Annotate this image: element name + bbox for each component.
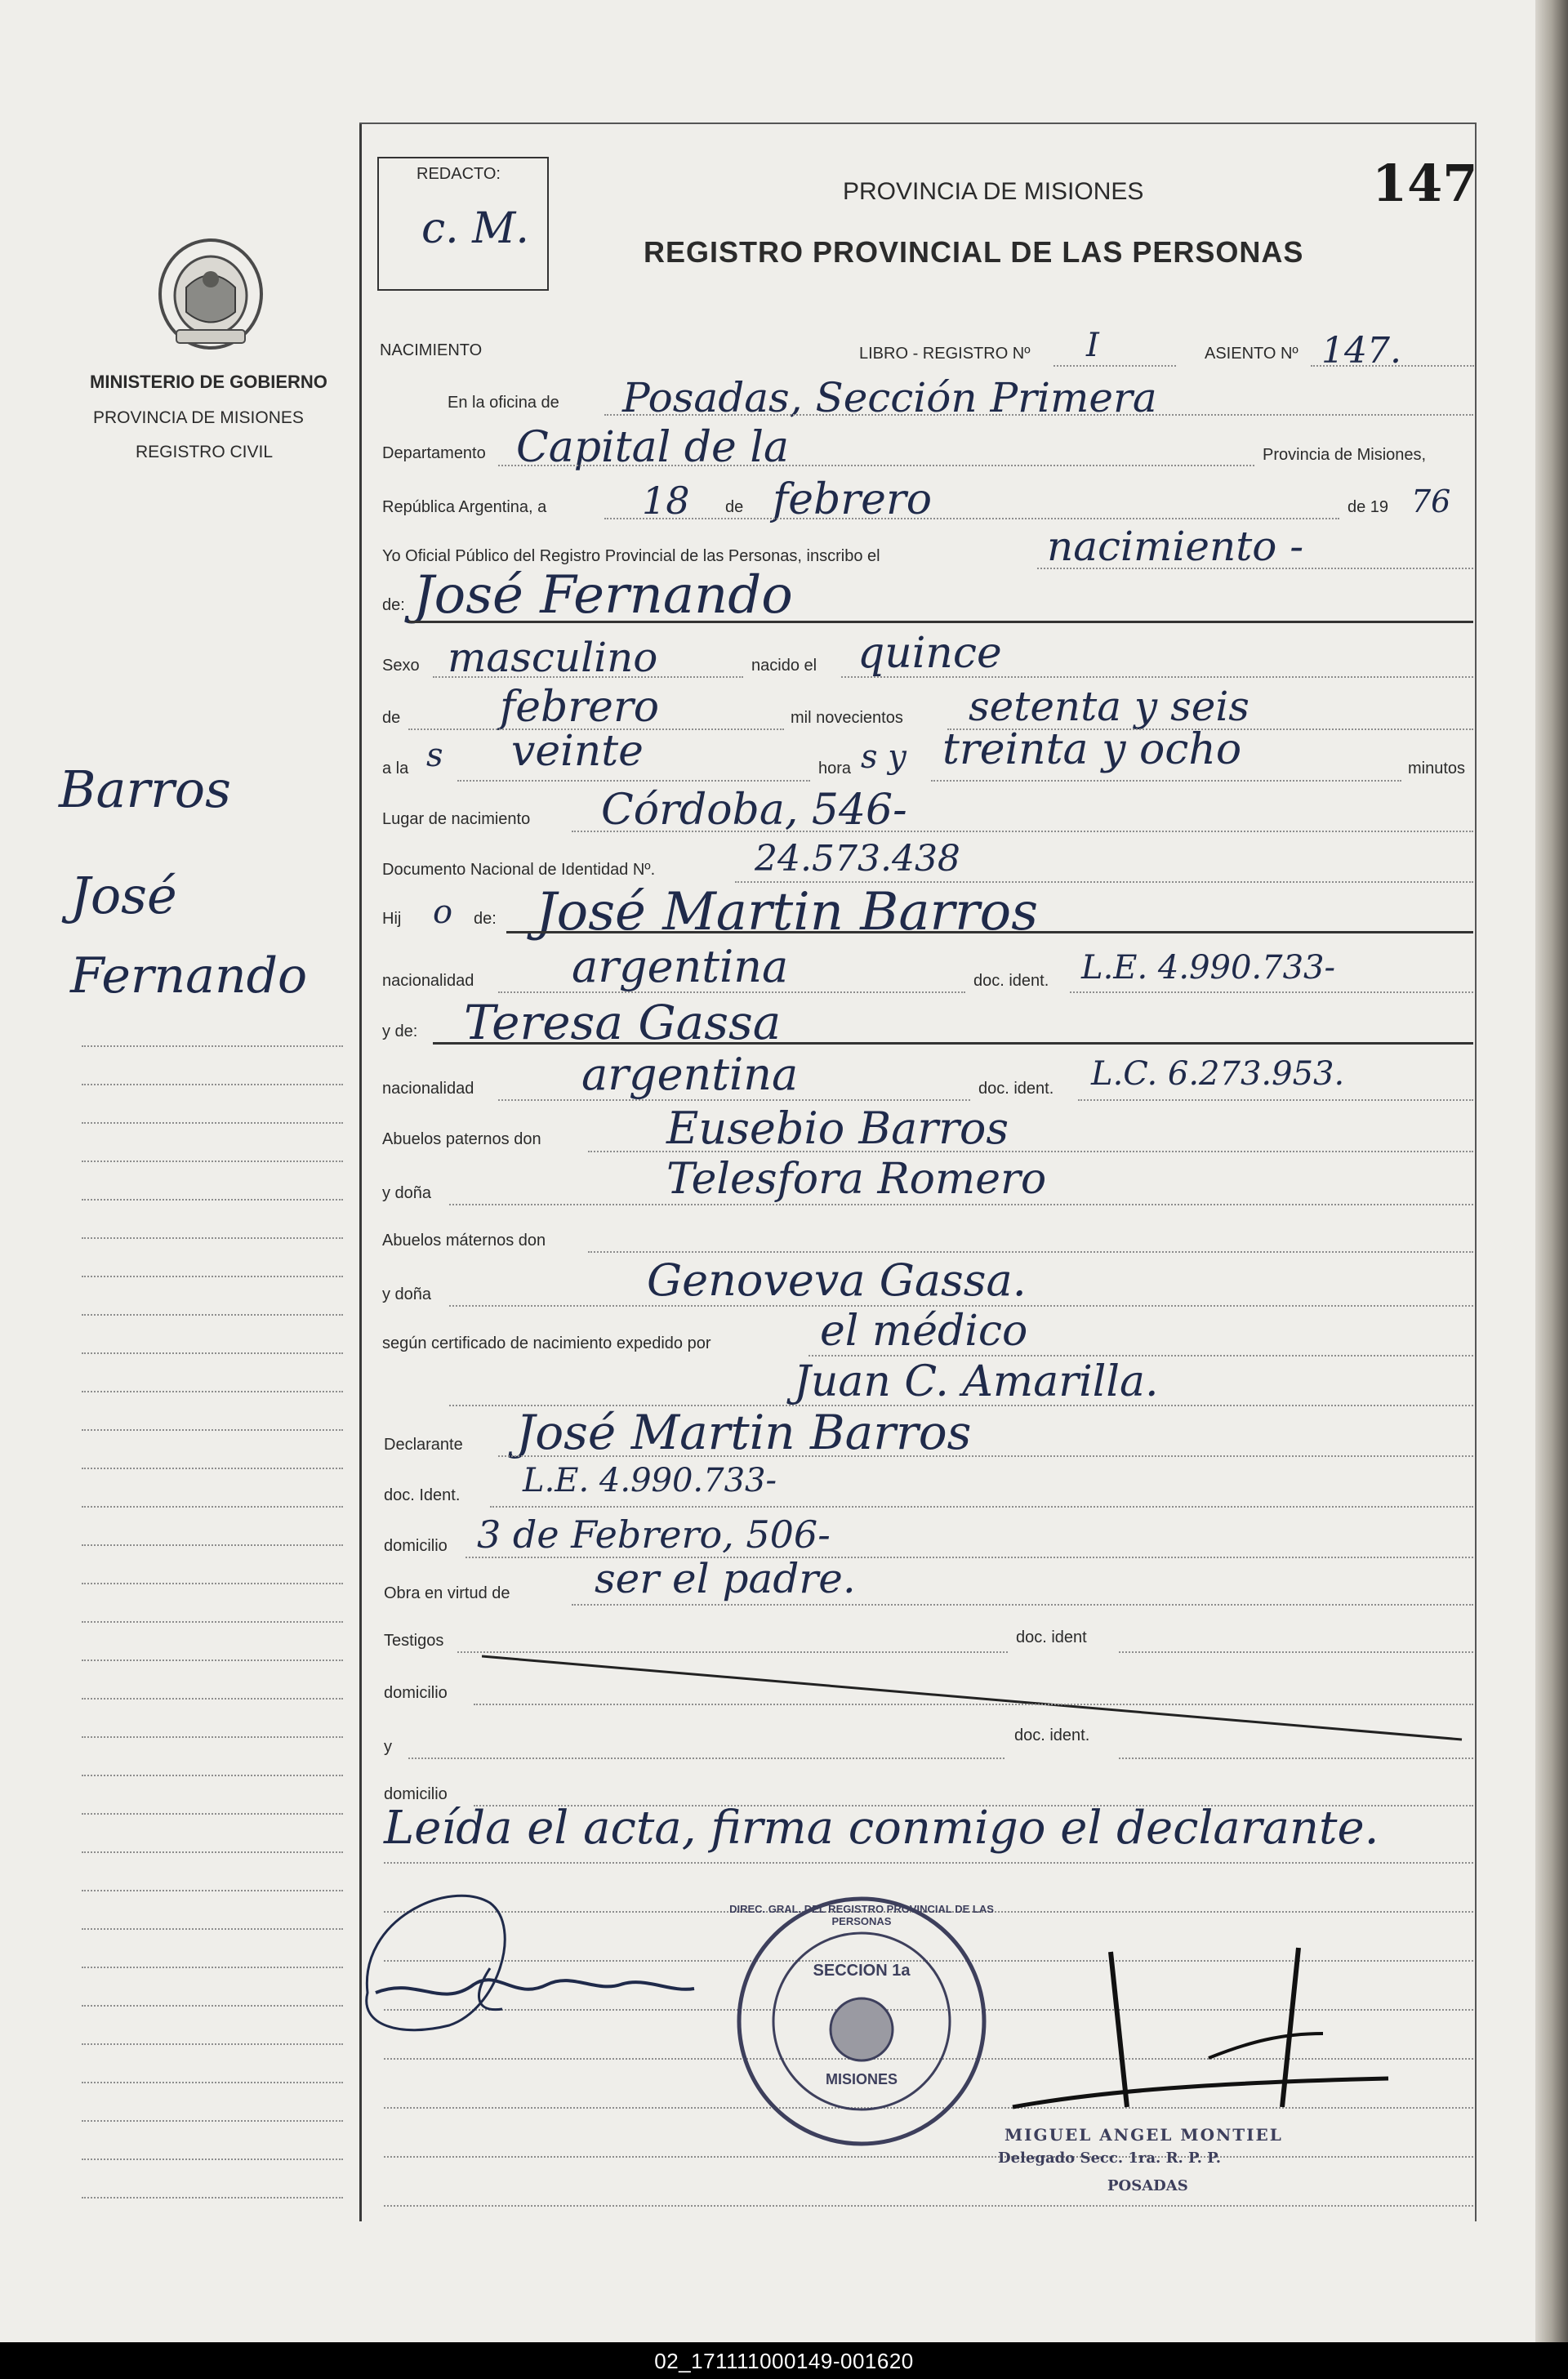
ab-pat-label: Abuelos paternos don: [382, 1130, 541, 1148]
margin-rule-line: [82, 1276, 343, 1277]
domicilio-label: domicilio: [384, 1537, 448, 1555]
asiento-value: 147.: [1321, 330, 1401, 372]
obra-value: ser el padre.: [595, 1555, 856, 1602]
page-number: 147: [1372, 154, 1478, 213]
docident5-label: doc. ident.: [1014, 1726, 1090, 1744]
nacido-value: quince: [858, 629, 1002, 678]
oficina-label: En la oficina de: [448, 394, 559, 412]
seal-inner-text: SECCION 1a: [813, 1962, 911, 1980]
asiento-label: ASIENTO Nº: [1205, 345, 1298, 363]
redacto-box: [377, 157, 549, 291]
margin-rule-line: [82, 1736, 343, 1738]
padre-value: José Martin Barros: [536, 882, 1039, 942]
minutos-label: minutos: [1408, 760, 1466, 777]
horas-suffix: s y: [861, 738, 906, 776]
ala-label: a la: [382, 760, 409, 777]
margin-rule-line: [82, 2082, 343, 2083]
margin-rule-line: [82, 1429, 343, 1431]
anio-value: 76: [1411, 483, 1451, 519]
ab-pat-value: Eusebio Barros: [666, 1103, 1009, 1154]
libro-label: LIBRO - REGISTRO Nº: [859, 345, 1031, 363]
cert-value2: Juan C. Amarilla.: [794, 1357, 1159, 1406]
domicilio3-label: domicilio: [384, 1785, 448, 1803]
redacto-value: c. M.: [421, 204, 529, 253]
stamp-line1: MIGUEL ANGEL MONTIEL: [1004, 2125, 1283, 2145]
departamento-value: Capital de la: [516, 423, 789, 472]
ab-pat2-value: Telesfora Romero: [666, 1155, 1047, 1204]
image-code: 02_171111000149-001620: [654, 2349, 914, 2373]
ala-suffix: s: [426, 737, 443, 774]
docident4-label: doc. ident: [1016, 1628, 1087, 1646]
dia-value: 18: [642, 479, 690, 523]
declarante-value: José Martin Barros: [516, 1405, 972, 1460]
margin-rule-line: [82, 1775, 343, 1776]
margin-second-name: Fernando: [70, 947, 308, 1005]
margin-rule-line: [82, 1698, 343, 1700]
oficina-value: Posadas, Sección Primera: [622, 374, 1157, 421]
oficial-value: nacimiento -: [1047, 523, 1304, 570]
ab-mat-label: Abuelos máternos don: [382, 1232, 546, 1250]
seal-inner-bottom: MISIONES: [825, 2071, 898, 2087]
margin-rule-line: [82, 1122, 343, 1124]
horas-label: hora: [818, 760, 852, 777]
anio-label: de 19: [1348, 498, 1389, 516]
minutos-value: treinta y ocho: [942, 725, 1242, 774]
docident-label: doc. ident.: [973, 972, 1049, 990]
de-label: de: [725, 498, 744, 516]
madre-doc-value: L.C. 6.273.953.: [1091, 1055, 1345, 1093]
margin-rule-line: [82, 1314, 343, 1316]
margin-rule-line: [82, 2158, 343, 2160]
padre-doc-value: L.E. 4.990.733-: [1081, 949, 1335, 987]
margin-rule-line: [82, 1660, 343, 1661]
margin-rule-line: [82, 1621, 343, 1623]
redacto-label: REDACTO:: [416, 165, 501, 183]
margin-rule-line: [82, 1813, 343, 1815]
margin-rule-line: [82, 2197, 343, 2199]
ministry-registro: REGISTRO CIVIL: [136, 443, 274, 461]
nacimiento-label: NACIMIENTO: [380, 341, 483, 359]
margin-rule-line: [82, 2043, 343, 2045]
margin-rule-line: [82, 1045, 343, 1047]
mes-value: febrero: [773, 475, 933, 524]
margin-rule-line: [82, 1084, 343, 1085]
margin-first-name: José: [70, 866, 177, 925]
obra-label: Obra en virtud de: [384, 1584, 510, 1602]
margin-rule-line: [82, 1237, 343, 1239]
lugar-label: Lugar de nacimiento: [382, 810, 531, 828]
nacionalidad-label: nacionalidad: [382, 972, 474, 990]
top-rule: [359, 123, 1475, 124]
ab-mat2-value: Genoveva Gassa.: [647, 1254, 1027, 1306]
nacionalidad2-label: nacionalidad: [382, 1080, 474, 1098]
declarante-doc-value: L.E. 4.990.733-: [523, 1462, 777, 1499]
margin-surname: Barros: [59, 760, 231, 819]
province-heading: PROVINCIA DE MISIONES: [843, 178, 1144, 205]
de2-label: de: [382, 709, 401, 727]
cert-label: según certificado de nacimiento expedido por: [382, 1334, 711, 1352]
hora-value: veinte: [511, 727, 644, 776]
margin-rule-line: [82, 1544, 343, 1546]
margin-rule-line: [82, 1967, 343, 1968]
closing-statement: Leída el acta, firma conmigo el declarante.: [384, 1802, 1379, 1855]
lugar-value: Córdoba, 546-: [601, 786, 907, 835]
hijo-label: Hij: [382, 910, 402, 928]
republica-label: República Argentina, a: [382, 498, 547, 516]
mes-nac-value: febrero: [500, 683, 660, 732]
domicilio2-label: domicilio: [384, 1684, 448, 1702]
margin-rule-line: [82, 1199, 343, 1201]
madre-nac-value: argentina: [581, 1049, 799, 1100]
de-nombre-label: de:: [382, 596, 405, 614]
margin-rule-line: [82, 1391, 343, 1392]
mil-label: mil novecientos: [791, 709, 903, 727]
margin-rule-line: [82, 1928, 343, 1930]
ministry-province: PROVINCIA DE MISIONES: [93, 408, 304, 427]
sexo-label: Sexo: [382, 657, 420, 675]
registry-seal: [727, 1887, 996, 2156]
margin-rule-line: [82, 1583, 343, 1584]
declarante-label: Declarante: [384, 1436, 463, 1454]
registry-heading: REGISTRO PROVINCIAL DE LAS PERSONAS: [644, 235, 1304, 269]
footer-bar: [0, 2342, 1568, 2379]
libro-value: I: [1086, 327, 1099, 364]
right-rule: [1475, 123, 1477, 2221]
docident2-label: doc. ident.: [978, 1080, 1054, 1098]
hijo-suffix: o: [433, 893, 453, 931]
margin-rule-line: [82, 1352, 343, 1354]
dni-value: 24.573.438: [755, 838, 960, 880]
margin-rule-line: [82, 1468, 343, 1469]
madre-value: Teresa Gassa: [464, 995, 782, 1050]
seal-ring-text: DIREC. GRAL. DEL REGISTRO PROVINCIAL DE LAS PERSONAS: [729, 1903, 994, 1927]
testigos-label: Testigos: [384, 1632, 444, 1650]
margin-rule-line: [82, 1506, 343, 1508]
hijo-de-label: de:: [474, 910, 497, 928]
oficial-label: Yo Oficial Público del Registro Provincial de las Personas, inscribo el: [382, 547, 880, 565]
provincia-label: Provincia de Misiones,: [1263, 446, 1427, 464]
coat-of-arms-icon: [145, 230, 276, 353]
margin-rule-line: [82, 2005, 343, 2007]
nacido-label: nacido el: [751, 657, 817, 675]
domicilio-value: 3 de Febrero, 506-: [477, 1512, 831, 1557]
page-edge: [1535, 0, 1568, 2342]
dni-label: Documento Nacional de Identidad Nº.: [382, 861, 656, 879]
padre-nac-value: argentina: [572, 941, 789, 992]
stamp-line3: POSADAS: [1107, 2177, 1188, 2194]
nombre-value: José Fernando: [413, 565, 793, 626]
docident3-label: doc. Ident.: [384, 1486, 461, 1504]
y-label: y: [384, 1738, 392, 1756]
sexo-value: masculino: [448, 634, 658, 681]
yde-label: y de:: [382, 1022, 418, 1040]
margin-rule-line: [82, 1890, 343, 1891]
ydona2-label: y doña: [382, 1285, 432, 1303]
departamento-label: Departamento: [382, 444, 486, 462]
margin-rule-line: [82, 2120, 343, 2122]
margin-rule-line: [82, 1161, 343, 1162]
ministry-title: MINISTERIO DE GOBIERNO: [90, 372, 327, 392]
stamp-line2: Delegado Secc. 1ra. R. P. P.: [998, 2150, 1221, 2167]
margin-rule-line: [82, 1851, 343, 1853]
ydona-label: y doña: [382, 1184, 432, 1202]
strikethrough-line: [482, 1650, 1478, 1748]
declarant-signature: [351, 1870, 710, 2058]
anio-nac-value: setenta y seis: [969, 683, 1250, 730]
cert-value: el médico: [820, 1307, 1028, 1356]
official-signature: [1004, 1944, 1396, 2132]
